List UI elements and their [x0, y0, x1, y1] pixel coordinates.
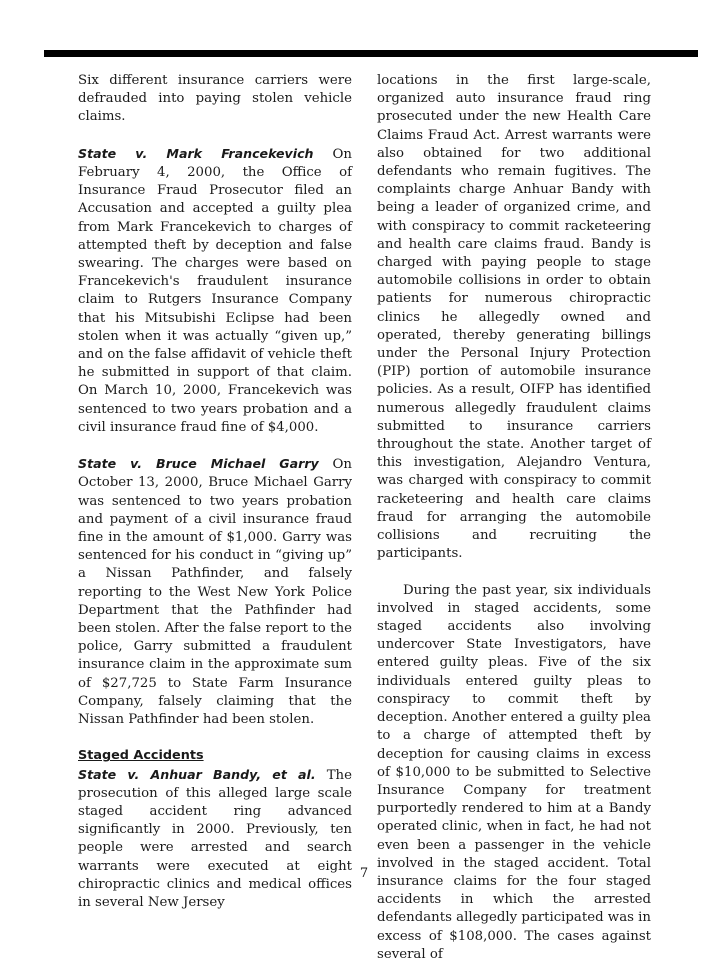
case-name-bandy: State v. Anhuar Bandy, et al. — [78, 766, 316, 782]
paragraph-gap — [78, 127, 352, 145]
paragraph-gap — [78, 729, 352, 747]
bandy-paragraph — [78, 766, 352, 913]
left-column — [78, 72, 352, 912]
case-text-bandy: The prosecution of this alleged large scale staged accident ring advanced significantly in 2000. Previously, ten people were arrested and search warrants were executed at eight chiropractic clinics and medical offices in several New Jersey — [78, 767, 352, 911]
francekevich-paragraph — [78, 145, 352, 437]
page-number: 7 — [359, 866, 369, 881]
case-name-garry: State v. Bruce Michael Garry — [78, 456, 319, 472]
top-rule — [44, 50, 698, 57]
paragraph-gap — [377, 563, 651, 581]
intro-paragraph: Six different insurance carriers were defrauded into paying stolen vehicle claims. — [78, 73, 352, 125]
right-column — [377, 72, 651, 964]
section-heading-staged-accidents: Staged Accidents — [78, 748, 204, 764]
case-text-garry: On October 13, 2000, Bruce Michael Garry was sentenced to two years probation and payment of a civil insurance fraud fine in the amount of $1,000. Garry was sentenced for his conduct in “giving up” a Nissan Pathfinder, and falsely reporting to the West New York Police Department that the Pathfinder had been stolen. After the false report to the police, Garry submitted a fraudulent insurance claim in the approximate sum of $27,725 to State Farm Insurance Company, falsely claiming that the Nissan Pathfinder had been stolen. — [78, 457, 352, 728]
case-name-francekevich: State v. Mark Francekevich — [78, 145, 314, 161]
case-text-francekevich: On February 4, 2000, the Office of Insurance Fraud Prosecutor filed an Accusation and accepted a guilty plea from Mark Francekevich to charges of attempted theft by deception and false swearing. The charges were based on Francekevich's fraudulent insurance claim to Rutgers Insurance Company that his Mitsubishi Eclipse had been stolen when it was actually “given up,” and on the false affidavit of vehicle theft he submitted in support of that claim. On March 10, 2000, Francekevich was sentenced to two years probation and a civil insurance fraud fine of $4,000. — [78, 146, 352, 435]
paragraph-gap — [78, 437, 352, 455]
guilty-pleas-paragraph: During the past year, six individuals involved in staged accidents, some staged accidents also involving undercover State Investigators, have entered guilty pleas. Five of the six individuals entered guilty pleas to conspiracy to commit theft by deception. Another entered a guilty plea to a charge of attempted theft by deception for causing claims in excess of $10,000 to be submitted to Selective Insurance Company for treatment purportedly rendered to him at a Bandy operated clinic, when in fact, he had not even been a passenger in the vehicle involved in the staged accident. Total insurance claims for the four staged accidents in which the arrested defendants allegedly participated was in excess of $108,000. The cases against several of — [377, 582, 651, 962]
garry-paragraph — [78, 455, 352, 729]
bandy-continued-paragraph: locations in the first large-scale, organized auto insurance fraud ring prosecuted under the new Health Care Claims Fraud Act. Arrest warrants were also obtained for two additional defendants who remain fugitives. The complaints charge Anhuar Bandy with being a leader of organized crime, and with conspiracy to commit racketeering and health care claims fraud. Bandy is charged with paying people to stage automobile collisions in order to obtain patients for numerous chiropractic clinics he allegedly owned and operated, thereby generating billings under the Personal Injury Protection (PIP) portion of automobile insurance policies. As a result, OIFP has identified numerous allegedly fraudulent claims submitted to insurance carriers throughout the state. Another target of this investigation, Alejandro Ventura, was charged with conspiracy to commit racketeering and health care claims fraud for arranging the automobile collisions and recruiting the participants. — [377, 73, 651, 562]
